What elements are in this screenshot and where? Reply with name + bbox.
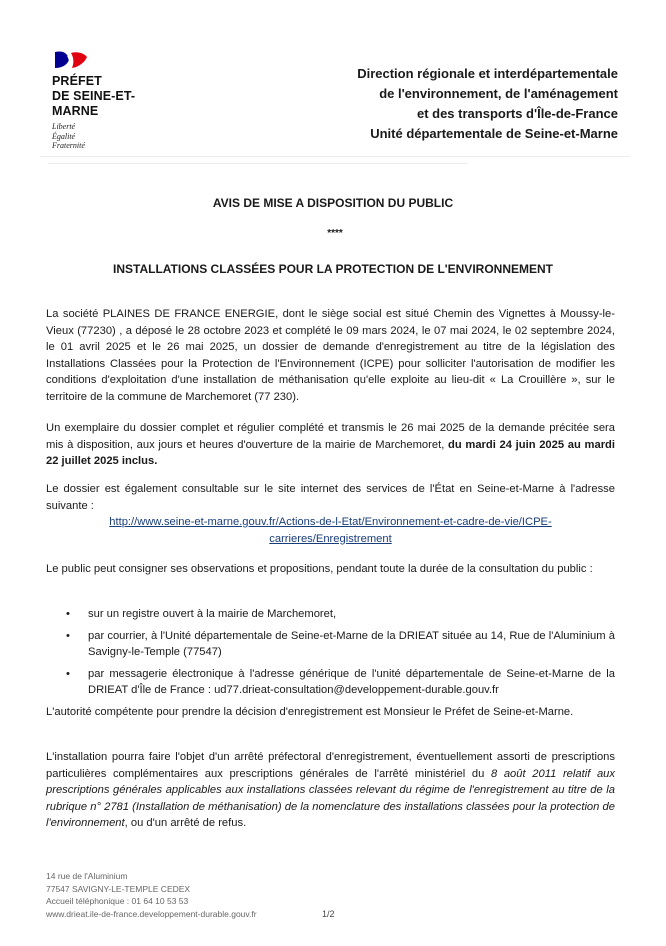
prefet-line-1: PRÉFET [52,74,102,88]
bullet-text: sur un registre ouvert à la mairie de Marchemoret, [88,608,337,620]
bullet-icon: • [66,608,70,620]
prefet-title [52,74,162,119]
decision-text-start: L'installation pourra faire l'objet d'un arrêté préfectoral d'enregistrement, éventuellement assorti de prescriptions particulières complémentaires aux prescriptions générales de l'arrêté ministériel du [46,751,615,780]
devise-liberte: Liberté [52,122,76,131]
direction-line-3: et des transports d'Île-de-France [416,106,618,121]
availability-dates: du mardi 24 juin 2025 au mardi 22 juillet 2025 inclus. [46,438,615,467]
list-item [46,666,615,699]
paragraph-observations: Le public peut consigner ses observations et propositions, pendant toute la durée de la consultation du public : [46,563,593,575]
scan-artifact-line [48,163,468,164]
footer-line-3: Accueil téléphonique : 01 64 10 53 53 [46,896,189,906]
paragraph-authority: L'autorité compétente pour prendre la décision d'enregistrement est Monsieur le Préfet de Seine-et-Marne. [46,706,574,718]
availability-text: Un exemplaire du dossier complet et régulier complété et transmis le 26 mai 2025 de la demande précitée sera mis à disposition, aux jours et heures d'ouverture de la mairie de Marchemoret, [46,422,615,451]
devise-egalite: Égalité [52,131,76,141]
prefecture-link-line-1[interactable]: http://www.seine-et-marne.gouv.fr/Actions-de-l-Etat/Environnement-et-cadre-de-vie/ICPE- [109,516,552,528]
separator: **** [327,228,343,239]
list-item [46,606,615,623]
prefecture-link-line-2[interactable]: carrieres/Enregistrement [269,532,392,545]
direction-header [288,64,618,144]
direction-line-4: Unité départementale de Seine-et-Marne [370,126,618,141]
footer-line-2: 77547 SAVIGNY-LE-TEMPLE CEDEX [46,883,191,894]
devise [52,122,162,151]
decision-text-end: , ou d'un arrêté de refus. [124,817,247,829]
notice-title: AVIS DE MISE A DISPOSITION DU PUBLIC [212,196,454,210]
direction-line-1: Direction régionale et interdépartementale [357,66,618,81]
prefecture-link[interactable] [46,514,615,547]
paragraph-decision [46,749,615,832]
observation-methods-list [46,606,615,704]
bullet-icon: • [66,629,70,642]
paragraph-website: Le dossier est également consultable sur le site internet des services de l'État en Seine-et-Marne à l'adresse suivante : [46,483,615,512]
page-number: 1/2 [322,909,335,919]
paragraph-application: La société PLAINES DE FRANCE ENERGIE, dont le siège social est situé Chemin des Vignettes à Moussy-le-Vieux (77230) , a déposé le 28 octobre 2023 et complété le 09 mars 2024, le 07 mai 2024, le 02 septembre 2024, le 01 avril 2025 et le 26 mai 2025, un dossier de demande d'enregistrement au titre de la législation des Installations Classées pour la Protection de l'Environnement (ICPE) pour solliciter l'autorisation de modifier les conditions d'exploitation d'une installation de méthanisation qu'elle exploite au lieu-dit « La Crouillère », sur le territoire de la commune de Marchemoret (77 230). [46,308,615,403]
footer-line-4: www.drieat.ile-de-france.developpement-durable.gouv.fr [46,908,257,919]
prefet-line-2: DE SEINE-ET-MARNE [52,89,136,118]
prefet-logo-block [52,50,162,151]
list-item [46,628,615,661]
bullet-icon: • [66,667,70,680]
bullet-text: par messagerie électronique à l'adresse générique de l'unité départementale de Seine-et-Marne de la DRIEAT d'Île de France : ud77.drieat-consultation@developpement-durable.gouv.fr [88,667,615,696]
bullet-text: par courrier, à l'Unité départementale de Seine-et-Marne de la DRIEAT située au 14, Rue de l'Aluminium à Savigny-le-Temple (77547) [88,629,615,658]
notice-subtitle: INSTALLATIONS CLASSÉES POUR LA PROTECTION DE L'ENVIRONNEMENT [113,262,553,276]
devise-fraternite: Fraternité [52,141,85,150]
footer-line-1: 14 rue de l'Aluminium [46,871,128,881]
direction-line-2: de l'environnement, de l'aménagement [379,86,618,101]
scan-artifact-line [40,156,630,157]
marianne-logo-icon [52,50,90,70]
decision-arrete-reference: 8 août 2011 relatif aux prescriptions générales applicables aux installations classées relevant du régime de l'enregistrement au titre de la rubrique n° 2781 (Installation de méthanisation) de la nomenclature des installations classées pour la protection de l'environnement [46,767,615,829]
paragraph-availability [46,420,615,470]
footer-address [46,870,257,920]
